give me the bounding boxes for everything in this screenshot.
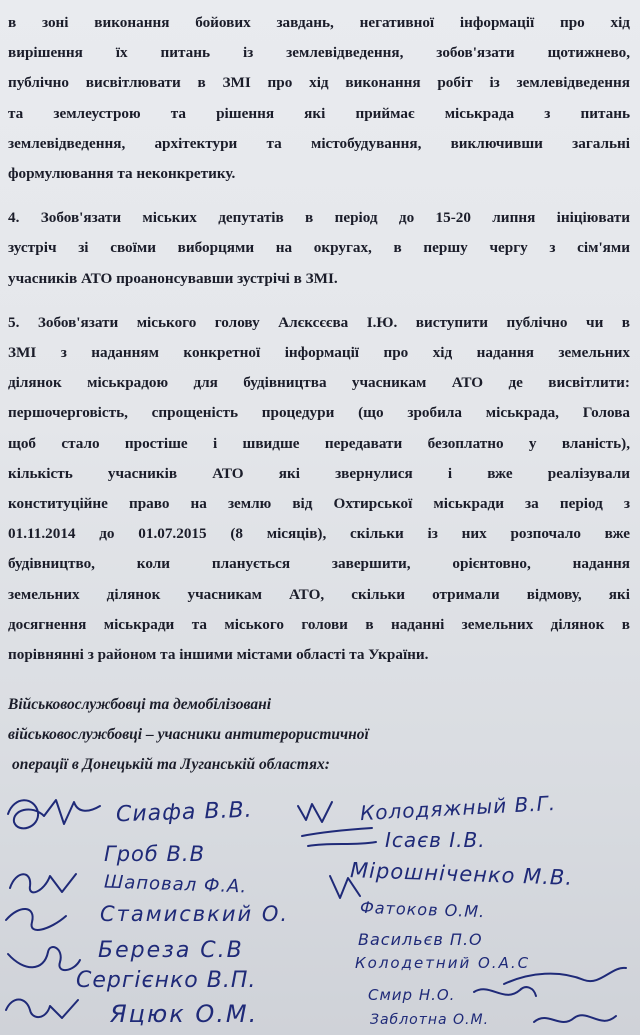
text-line: першочерговість, спрощеність процедури (що зробила міськрада, Голова: [8, 404, 630, 422]
text-line: зустріч зі своїми виборцями на округах, в першу чергу з сім'ями: [8, 239, 630, 257]
signature-1: Сиафа В.В.: [115, 797, 254, 828]
signature-8: Фатоков О.М.: [359, 897, 486, 922]
signatories-caption: [8, 690, 630, 780]
text-line: та землеустрою та рішення які приймає міськрада з питань: [8, 104, 630, 122]
signature-scrawl: [4, 794, 104, 844]
signature-9: Береза С.В: [98, 938, 244, 963]
document-body: [8, 8, 630, 684]
paragraph-continuation: [8, 8, 630, 189]
paragraph-item-4: [8, 203, 630, 294]
signature-5: Шаповал Ф.А.: [103, 871, 248, 898]
signature-scrawl: [470, 978, 540, 1008]
signature-10: Васильєв П.О: [358, 930, 483, 949]
text-line: вирішення їх питань із землевідведення, зобов'язати щотижнево,: [8, 44, 630, 62]
text-line: щоб стало простіше і швидше передавати безоплатно у вланість),: [8, 434, 630, 452]
text-line: публічно висвітлювати в ЗМІ про хід виконання робіт із землевідведення: [8, 74, 630, 92]
text-line: землевідведення, архітектури та містобудування, виключивши загальні: [8, 134, 630, 152]
signature-15: Заблотна О.М.: [370, 1012, 490, 1028]
caption-line: операції в Донецькій та Луганській областях:: [12, 756, 330, 773]
text-line: кількість учасників АТО які звернулися і вже реалізували: [8, 464, 630, 482]
signature-14: Яцюк О.М.: [110, 1000, 259, 1028]
text-line: ділянок міськрадою для будівництва учасникам АТО де висвітлити:: [8, 374, 630, 392]
text-line: конституційне право на землю від Охтирської міськради за період з: [8, 495, 630, 513]
paragraph-item-5: [8, 308, 630, 670]
text-line: в зоні виконання бойових завдань, негативної інформації про хід: [8, 14, 630, 31]
signature-scrawl: [4, 942, 84, 982]
text-line: 5. Зобов'язати міського голову Алєксєєва І.Ю. виступити публічно чи в: [8, 313, 630, 331]
text-line: досягнення міськради та міського голови в наданні земельних ділянок в: [8, 615, 630, 633]
signature-7: Стамисвкий О.: [100, 902, 290, 926]
signature-3: Ісаєв І.В.: [385, 828, 486, 852]
text-line: 4. Зобов'язати міських депутатів в період до 15-20 липня ініціювати: [8, 209, 630, 227]
signature-scrawl: [2, 990, 82, 1030]
signature-6: Мірошніченко М.В.: [349, 858, 574, 890]
signature-scrawl: [4, 862, 84, 902]
signature-scrawl: [2, 900, 72, 940]
text-line: 01.11.2014 до 01.07.2015 (8 місяців), скільки із них розпочало вже: [8, 525, 630, 543]
text-line: формулювання та неконкретику.: [8, 165, 236, 183]
text-line: будівництво, коли планується завершити, орієнтовно, надання: [8, 555, 630, 573]
signature-13: Смир Н.О.: [368, 986, 456, 1004]
signature-4: Гроб В.В: [104, 842, 205, 866]
signatures-area: [0, 782, 640, 1035]
caption-line: військовослужбовці – учасники антитерористичної: [8, 726, 369, 743]
signature-2: Колодяжный В.Г.: [359, 790, 557, 826]
signature-scrawl: [530, 1008, 620, 1034]
text-line: земельних ділянок учасникам АТО, скільки отримали відмову, які: [8, 585, 630, 603]
text-line: ЗМІ з наданням конкретної інформації про хід надання земельних: [8, 344, 630, 362]
signature-11: Колодетний О.А.С: [355, 954, 531, 972]
caption-line: Військовослужбовці та демобілізовані: [8, 696, 272, 713]
text-line: учасників АТО проанонсувавши зустрічі в ЗМІ.: [8, 269, 338, 287]
signature-12: Сергієнко В.П.: [76, 968, 257, 993]
text-line: порівнянні з районом та іншими містами області та України.: [8, 646, 429, 664]
